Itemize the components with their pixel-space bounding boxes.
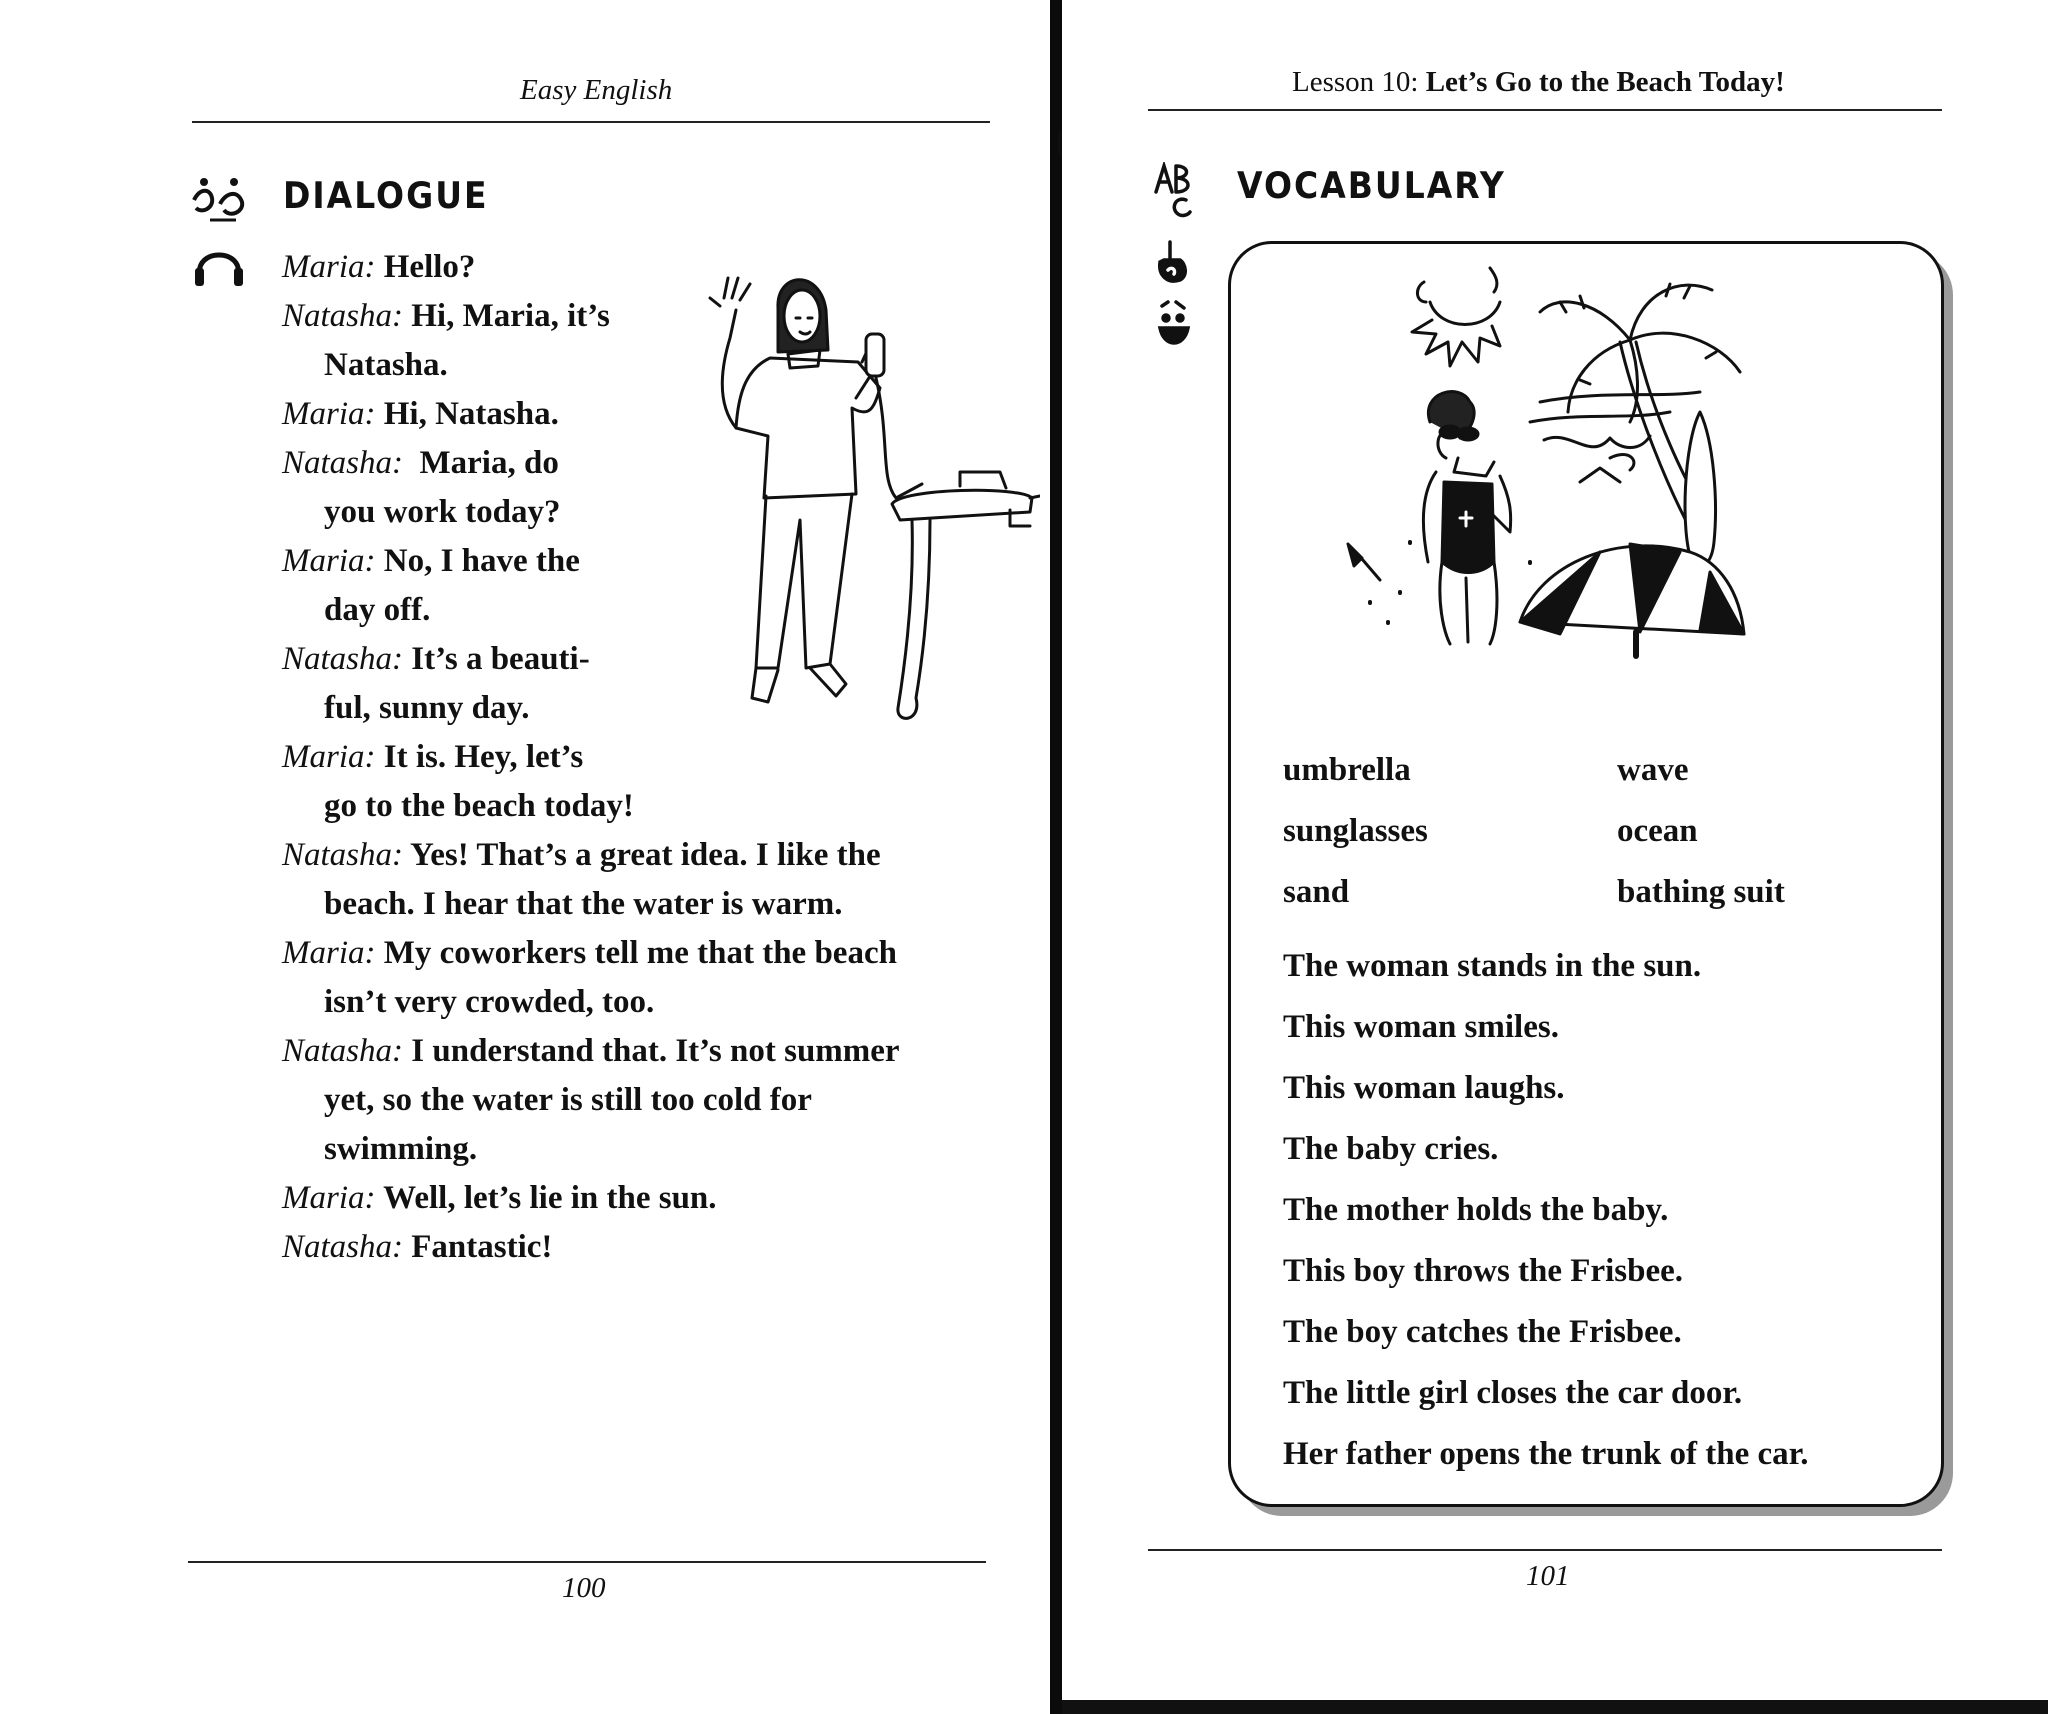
example-sentence: Her father opens the trunk of the car. bbox=[1283, 1436, 1809, 1472]
example-sentence: The little girl closes the car door. bbox=[1283, 1375, 1743, 1411]
utterance: ful, sunny day. bbox=[324, 690, 530, 726]
dialogue-line bbox=[282, 880, 1022, 929]
example-sentence: This woman laughs. bbox=[1283, 1070, 1565, 1106]
dialogue-line bbox=[282, 1223, 1022, 1272]
utterance: isn’t very crowded, too. bbox=[324, 984, 655, 1020]
footer-rule bbox=[1148, 1549, 1942, 1551]
vocab-word: wave bbox=[1617, 752, 1689, 788]
utterance: Hi, Maria, it’s bbox=[411, 298, 610, 334]
page-number: 101 bbox=[1526, 1560, 1570, 1592]
dialogue-line bbox=[282, 733, 1022, 782]
utterance: Yes! That’s a great idea. I like the bbox=[410, 837, 881, 873]
utterance: No, I have the bbox=[383, 543, 580, 579]
dialogue-line bbox=[282, 243, 1022, 292]
dialogue-line bbox=[282, 831, 1022, 880]
vocab-word: umbrella bbox=[1283, 752, 1411, 788]
speaker: Natasha: bbox=[282, 298, 404, 334]
utterance: go to the beach today! bbox=[324, 788, 634, 824]
page-bottom-edge bbox=[1062, 1700, 2048, 1714]
dialogue-line bbox=[282, 292, 1022, 341]
example-sentence: The baby cries. bbox=[1283, 1131, 1499, 1167]
example-sentence: The mother holds the baby. bbox=[1283, 1192, 1669, 1228]
example-sentence: The boy catches the Frisbee. bbox=[1283, 1314, 1682, 1350]
dialogue-icon bbox=[190, 174, 248, 224]
utterance: Fantastic! bbox=[411, 1229, 553, 1265]
dialogue-line bbox=[282, 341, 1022, 390]
dialogue-line bbox=[282, 537, 1022, 586]
dialogue-line bbox=[282, 1076, 1022, 1125]
example-sentence: The woman stands in the sun. bbox=[1283, 948, 1702, 984]
lesson-title: Let’s Go to the Beach Today! bbox=[1425, 66, 1785, 98]
book-spine bbox=[1050, 0, 1062, 1714]
example-sentence: This woman smiles. bbox=[1283, 1009, 1559, 1045]
headphones-icon bbox=[192, 240, 246, 290]
running-header: Easy English bbox=[520, 74, 673, 106]
smiling-face-icon bbox=[1154, 300, 1192, 352]
beach-illustration bbox=[1340, 262, 1800, 722]
hand-pointing-icon bbox=[1154, 240, 1190, 286]
dialogue-text bbox=[282, 243, 1022, 1272]
speaker: Maria: bbox=[282, 396, 376, 432]
vocab-word: sand bbox=[1283, 874, 1350, 910]
vocab-word: bathing suit bbox=[1617, 874, 1785, 910]
example-sentence: This boy throws the Frisbee. bbox=[1283, 1253, 1683, 1289]
utterance: Well, let’s lie in the sun. bbox=[383, 1180, 717, 1216]
speaker: Natasha: bbox=[282, 1229, 404, 1265]
section-title-dialogue: DIALOGUE bbox=[283, 174, 489, 217]
speaker: Maria: bbox=[282, 935, 376, 971]
utterance: Natasha. bbox=[324, 347, 448, 383]
dialogue-line bbox=[282, 1174, 1022, 1223]
utterance: It is. Hey, let’s bbox=[383, 739, 584, 775]
vocab-word: ocean bbox=[1617, 813, 1698, 849]
lesson-number: Lesson 10: bbox=[1292, 66, 1419, 98]
header-rule bbox=[192, 121, 990, 123]
dialogue-line bbox=[282, 782, 1022, 831]
speaker: Maria: bbox=[282, 739, 376, 775]
running-header-lesson bbox=[1292, 66, 1785, 99]
dialogue-line bbox=[282, 978, 1022, 1027]
spine-mark bbox=[1058, 130, 1066, 156]
abc-icon bbox=[1152, 162, 1198, 218]
utterance: beach. I hear that the water is warm. bbox=[324, 886, 843, 922]
dialogue-line bbox=[282, 929, 1022, 978]
dialogue-line bbox=[282, 439, 1022, 488]
section-title-vocabulary: VOCABULARY bbox=[1237, 164, 1506, 207]
vocab-word: sunglasses bbox=[1283, 813, 1428, 849]
dialogue-line bbox=[282, 488, 1022, 537]
speaker: Maria: bbox=[282, 1180, 376, 1216]
dialogue-line bbox=[282, 684, 1022, 733]
speaker: Natasha: bbox=[282, 1033, 404, 1069]
utterance: Hi, Natasha. bbox=[383, 396, 559, 432]
speaker: Natasha: bbox=[282, 445, 404, 481]
dialogue-line bbox=[282, 1125, 1022, 1174]
utterance: Hello? bbox=[383, 249, 476, 285]
utterance: It’s a beauti- bbox=[411, 641, 590, 677]
speaker: Maria: bbox=[282, 249, 376, 285]
utterance: you work today? bbox=[324, 494, 561, 530]
utterance: swimming. bbox=[324, 1131, 478, 1167]
page-number: 100 bbox=[562, 1572, 606, 1604]
header-rule bbox=[1148, 109, 1942, 111]
speaker: Natasha: bbox=[282, 837, 404, 873]
speaker: Natasha: bbox=[282, 641, 404, 677]
utterance: yet, so the water is still too cold for bbox=[324, 1082, 812, 1118]
dialogue-line bbox=[282, 1027, 1022, 1076]
utterance: I understand that. It’s not summer bbox=[411, 1033, 900, 1069]
utterance: My coworkers tell me that the beach bbox=[383, 935, 897, 971]
dialogue-line bbox=[282, 390, 1022, 439]
dialogue-line bbox=[282, 586, 1022, 635]
footer-rule bbox=[188, 1561, 986, 1563]
speaker: Maria: bbox=[282, 543, 376, 579]
dialogue-line bbox=[282, 635, 1022, 684]
utterance: day off. bbox=[324, 592, 431, 628]
utterance: Maria, do bbox=[419, 445, 559, 481]
